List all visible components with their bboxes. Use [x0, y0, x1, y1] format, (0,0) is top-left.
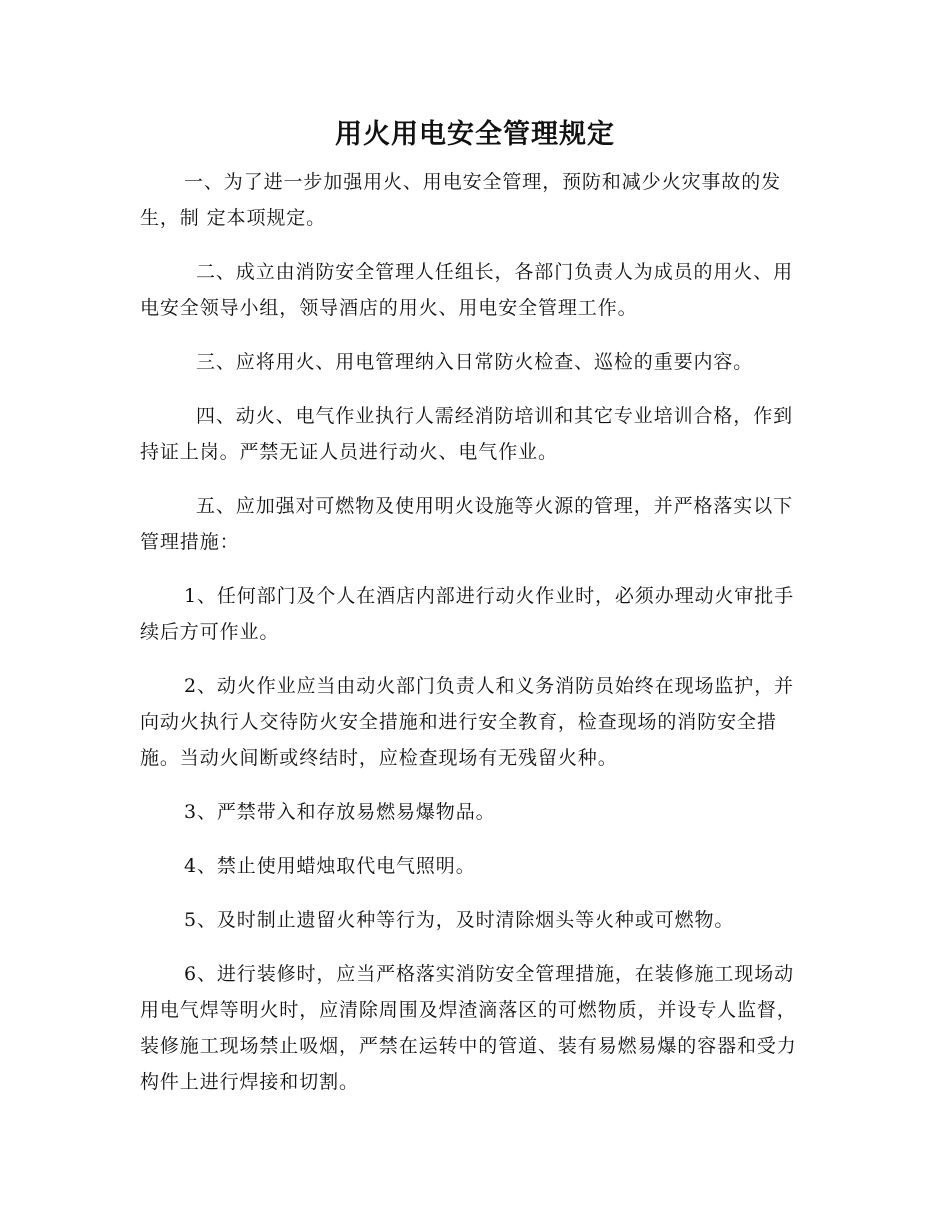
- paragraph-7: 2、动火作业应当由动火部门负责人和义务消防员始终在现场监护，并向动火执行人交待防火安全措施和进行安全教育，检查现场的消防安全措施。当动火间断或终结时，应检查现场有无残留火种。: [140, 675, 794, 769]
- paragraph-3: 三、应将用火、用电管理纳入日常防火检查、巡检的重要内容。: [196, 351, 754, 373]
- paragraph-2: 二、成立由消防安全管理人任组长，各部门负责人为成员的用火、用电安全领导小组，领导酒店的用火、用电安全管理工作。: [140, 261, 794, 319]
- paragraph-4: 四、动火、电气作业执行人需经消防培训和其它专业培训合格，作到持证上岗。严禁无证人员进行动火、电气作业。: [140, 405, 794, 463]
- paragraph-9: 4、禁止使用蜡烛取代电气照明。: [184, 855, 476, 877]
- paragraph-11: 6、进行装修时，应当严格落实消防安全管理措施，在装修施工现场动用电气焊等明火时，应清除周围及焊渣滴落区的可燃物质，并设专人监督，装修施工现场禁止吸烟，严禁在运转中的管道、装有易燃易爆的容器和受力构件上进行焊接和切割。: [140, 963, 797, 1093]
- paragraph-6: 1、任何部门及个人在酒店内部进行动火作业时，必须办理动火审批手续后方可作业。: [140, 585, 794, 643]
- paragraph-10: 5、及时制止遗留火种等行为，及时清除烟头等火种或可燃物。: [184, 909, 735, 931]
- paragraph-8: 3、严禁带入和存放易燃易爆物品。: [184, 801, 496, 823]
- document-title: 用火用电安全管理规定: [335, 119, 615, 150]
- paragraph-5: 五、应加强对可燃物及使用明火设施等火源的管理，并严格落实以下管理措施：: [140, 495, 794, 553]
- paragraph-1: 一、为了进一步加强用火、用电安全管理，预防和减少火灾事故的发生，制 定本项规定。: [140, 171, 782, 229]
